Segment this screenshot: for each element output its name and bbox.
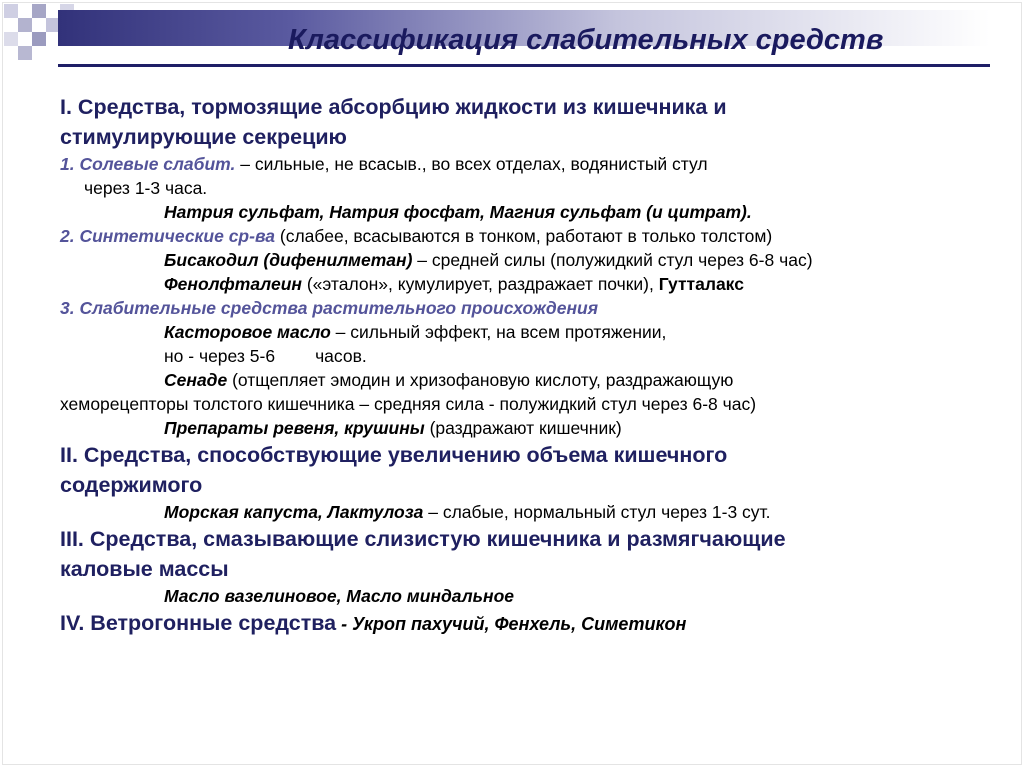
slide-title: Классификация слабительных средств — [288, 24, 884, 56]
section-2-drugs — [60, 500, 980, 524]
section-2-heading: II. Средства, способствующие увеличению объема кишечного — [60, 443, 728, 467]
drug-name: Морская капуста, Лактулоза — [164, 502, 424, 522]
sub-3-drug-2-cont: хеморецепторы толстого кишечника – средняя сила - полужидкий стул через 6-8 час) — [60, 394, 757, 414]
section-3-heading-cont: каловые массы — [60, 557, 229, 581]
drug-desc: (отщепляет эмодин и хризофановую кислоту, раздражающую — [227, 370, 734, 390]
sub-3-line — [60, 296, 980, 320]
drug-desc: («эталон», кумулирует, раздражает почки), — [301, 274, 659, 294]
sub-3-label: 3. Слабительные средства растительного происхождения — [60, 298, 599, 318]
decor-square — [4, 4, 18, 18]
sub-2-line — [60, 224, 980, 248]
section-4-heading — [60, 608, 980, 638]
section-1-heading-cont: стимулирующие секрецию — [60, 125, 347, 149]
drug-desc: – средней силы (полужидкий стул через 6-8 час) — [412, 250, 813, 270]
slide-content — [60, 92, 980, 638]
decor-square — [32, 32, 46, 46]
section-4-title: IV. Ветрогонные средства — [60, 611, 337, 635]
decor-square — [32, 4, 46, 18]
drug-desc: – сильный эффект, на всем протяжении, — [330, 322, 667, 342]
decor-square — [18, 46, 32, 60]
title-underline — [58, 64, 990, 67]
sub-1-line — [60, 152, 980, 176]
sub-1-desc-cont: через 1-3 часа. — [84, 178, 208, 198]
drug-desc: но - через 5-6 — [164, 346, 276, 366]
drug-name: Препараты ревеня, крушины — [164, 418, 425, 438]
sub-1-desc: – сильные, не всасыв., во всех отделах, водянистый стул — [235, 154, 708, 174]
decor-square — [18, 18, 32, 32]
sub-1-drugs: Натрия сульфат, Натрия фосфат, Магния сульфат (и цитрат). — [164, 202, 752, 222]
section-4-drugs: - Укроп пахучий, Фенхель, Симетикон — [336, 614, 687, 634]
drug-name: Бисакодил (дифенилметан) — [164, 250, 413, 270]
sub-3-drug-3 — [60, 416, 980, 440]
sub-2-drug-2 — [60, 272, 980, 296]
sub-2-desc: (слабее, всасываются в тонком, работают в только толстом) — [275, 226, 773, 246]
sub-3-drug-1 — [60, 320, 980, 344]
section-3-heading: III. Средства, смазывающие слизистую кишечника и размягчающие — [60, 527, 786, 551]
sub-2-drug-1 — [60, 248, 980, 272]
sub-3-drug-1-cont — [60, 344, 980, 368]
drug-name: Фенолфталеин — [164, 274, 302, 294]
sub-2-label: 2. Синтетические ср-ва — [60, 226, 276, 246]
drug-desc: часов. — [315, 346, 367, 366]
drug-desc: – слабые, нормальный стул через 1-3 сут. — [423, 502, 771, 522]
sub-3-drug-2 — [60, 368, 980, 392]
drug-desc: (раздражают кишечник) — [424, 418, 622, 438]
section-1-heading: I. Средства, тормозящие абсорбцию жидкости из кишечника и — [60, 95, 727, 119]
sub-1-label: 1. Солевые слабит. — [60, 154, 236, 174]
section-2-heading-cont: содержимого — [60, 473, 203, 497]
decor-square — [4, 32, 18, 46]
section-3-drugs: Масло вазелиновое, Масло миндальное — [164, 586, 514, 606]
drug-name: Сенаде — [164, 370, 228, 390]
drug-name-extra: Гутталакс — [658, 274, 744, 294]
drug-name: Касторовое масло — [164, 322, 331, 342]
